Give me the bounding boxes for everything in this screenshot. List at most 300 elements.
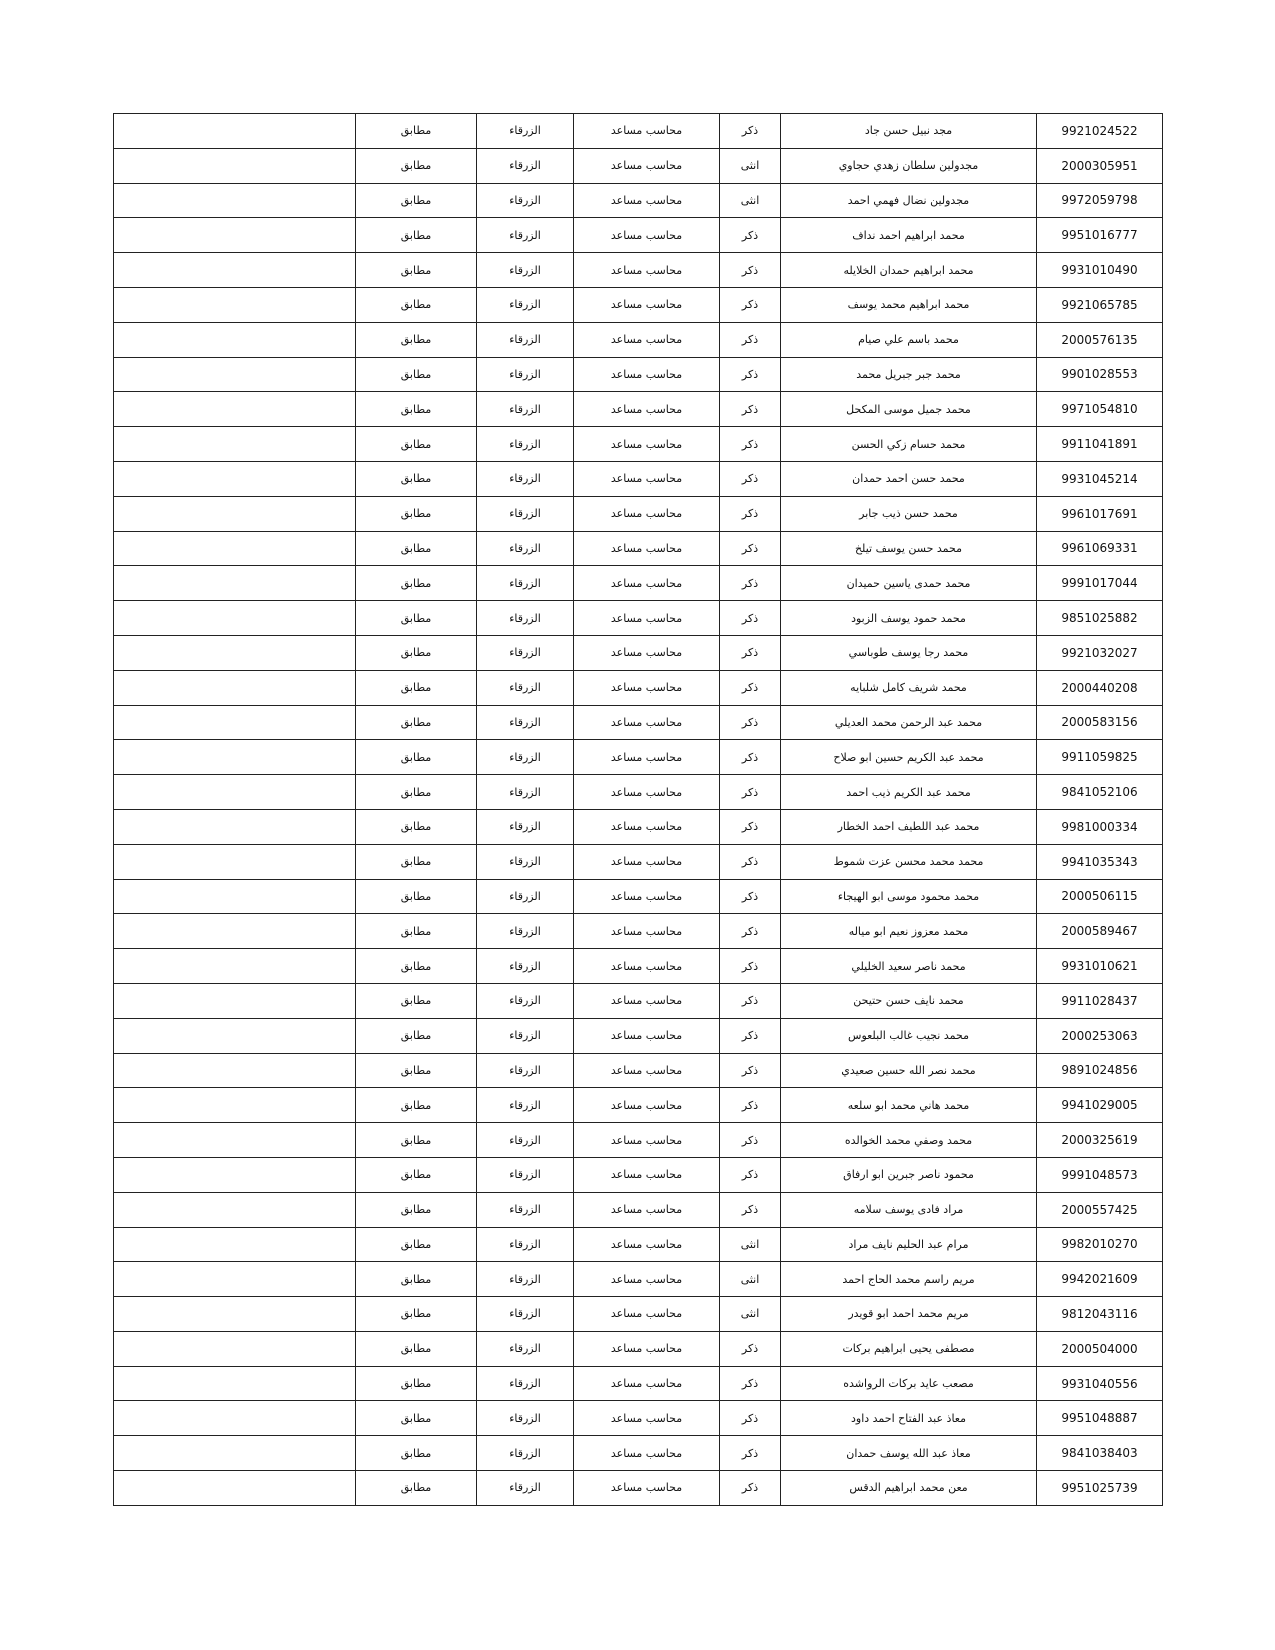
national-id-cell: 9971054810 <box>1037 392 1163 427</box>
notes-cell <box>114 496 356 531</box>
table-row <box>114 148 1163 183</box>
city-cell: الزرقاء <box>477 1366 574 1401</box>
gender-cell: ذكر <box>720 1053 781 1088</box>
notes-cell <box>114 844 356 879</box>
name-cell: محمد حمدى ياسين حميدان <box>781 566 1037 601</box>
job-cell: محاسب مساعد <box>574 1018 720 1053</box>
job-cell: محاسب مساعد <box>574 183 720 218</box>
gender-cell: ذكر <box>720 218 781 253</box>
status-cell: مطابق <box>356 809 477 844</box>
status-cell: مطابق <box>356 287 477 322</box>
table-row <box>114 949 1163 984</box>
job-cell: محاسب مساعد <box>574 879 720 914</box>
job-cell: محاسب مساعد <box>574 635 720 670</box>
job-cell: محاسب مساعد <box>574 461 720 496</box>
job-cell: محاسب مساعد <box>574 253 720 288</box>
name-cell: محمد حسن ذيب جابر <box>781 496 1037 531</box>
name-cell: محمد جميل موسى المكحل <box>781 392 1037 427</box>
national-id-cell: 2000504000 <box>1037 1331 1163 1366</box>
gender-cell: ذكر <box>720 1157 781 1192</box>
city-cell: الزرقاء <box>477 1297 574 1332</box>
city-cell: الزرقاء <box>477 879 574 914</box>
national-id-cell: 9942021609 <box>1037 1262 1163 1297</box>
job-cell: محاسب مساعد <box>574 357 720 392</box>
city-cell: الزرقاء <box>477 670 574 705</box>
notes-cell <box>114 461 356 496</box>
name-cell: محمد جبر جبريل محمد <box>781 357 1037 392</box>
gender-cell: ذكر <box>720 427 781 462</box>
records-body <box>114 114 1163 1506</box>
national-id-cell: 9981000334 <box>1037 809 1163 844</box>
gender-cell: ذكر <box>720 287 781 322</box>
notes-cell <box>114 1366 356 1401</box>
status-cell: مطابق <box>356 1471 477 1506</box>
national-id-cell: 9911028437 <box>1037 983 1163 1018</box>
job-cell: محاسب مساعد <box>574 1123 720 1158</box>
national-id-cell: 9931045214 <box>1037 461 1163 496</box>
status-cell: مطابق <box>356 1297 477 1332</box>
national-id-cell: 9961017691 <box>1037 496 1163 531</box>
table-row <box>114 1157 1163 1192</box>
status-cell: مطابق <box>356 949 477 984</box>
city-cell: الزرقاء <box>477 914 574 949</box>
national-id-cell: 2000506115 <box>1037 879 1163 914</box>
records-table <box>113 113 1163 1506</box>
status-cell: مطابق <box>356 775 477 810</box>
table-row <box>114 1297 1163 1332</box>
job-cell: محاسب مساعد <box>574 392 720 427</box>
notes-cell <box>114 775 356 810</box>
table-row <box>114 844 1163 879</box>
city-cell: الزرقاء <box>477 357 574 392</box>
notes-cell <box>114 635 356 670</box>
job-cell: محاسب مساعد <box>574 566 720 601</box>
name-cell: محمد محمود موسى ابو الهيجاء <box>781 879 1037 914</box>
name-cell: مجدولين سلطان زهدي حجاوي <box>781 148 1037 183</box>
status-cell: مطابق <box>356 1331 477 1366</box>
national-id-cell: 9951048887 <box>1037 1401 1163 1436</box>
notes-cell <box>114 809 356 844</box>
table-row <box>114 287 1163 322</box>
notes-cell <box>114 1401 356 1436</box>
gender-cell: ذكر <box>720 635 781 670</box>
name-cell: محمد محمد محسن عزت شموط <box>781 844 1037 879</box>
name-cell: محمد ابراهيم حمدان الخلايله <box>781 253 1037 288</box>
national-id-cell: 2000440208 <box>1037 670 1163 705</box>
city-cell: الزرقاء <box>477 775 574 810</box>
national-id-cell: 2000576135 <box>1037 322 1163 357</box>
national-id-cell: 2000305951 <box>1037 148 1163 183</box>
city-cell: الزرقاء <box>477 1331 574 1366</box>
name-cell: محمد عبد اللطيف احمد الخطار <box>781 809 1037 844</box>
name-cell: مريم محمد احمد ابو قويدر <box>781 1297 1037 1332</box>
job-cell: محاسب مساعد <box>574 531 720 566</box>
national-id-cell: 9911041891 <box>1037 427 1163 462</box>
table-row <box>114 705 1163 740</box>
notes-cell <box>114 705 356 740</box>
gender-cell: ذكر <box>720 914 781 949</box>
status-cell: مطابق <box>356 531 477 566</box>
gender-cell: ذكر <box>720 392 781 427</box>
gender-cell: ذكر <box>720 740 781 775</box>
table-row <box>114 914 1163 949</box>
city-cell: الزرقاء <box>477 983 574 1018</box>
name-cell: محمد عبد الكريم حسين ابو صلاح <box>781 740 1037 775</box>
table-row <box>114 670 1163 705</box>
status-cell: مطابق <box>356 1018 477 1053</box>
city-cell: الزرقاء <box>477 183 574 218</box>
city-cell: الزرقاء <box>477 1018 574 1053</box>
name-cell: محمد عبد الرحمن محمد العديلي <box>781 705 1037 740</box>
table-row <box>114 809 1163 844</box>
city-cell: الزرقاء <box>477 740 574 775</box>
job-cell: محاسب مساعد <box>574 114 720 149</box>
notes-cell <box>114 1331 356 1366</box>
city-cell: الزرقاء <box>477 844 574 879</box>
status-cell: مطابق <box>356 705 477 740</box>
gender-cell: ذكر <box>720 1331 781 1366</box>
name-cell: مرام عبد الحليم نايف مراد <box>781 1227 1037 1262</box>
national-id-cell: 9961069331 <box>1037 531 1163 566</box>
status-cell: مطابق <box>356 496 477 531</box>
notes-cell <box>114 914 356 949</box>
notes-cell <box>114 1053 356 1088</box>
status-cell: مطابق <box>356 392 477 427</box>
name-cell: معن محمد ابراهيم الدقس <box>781 1471 1037 1506</box>
notes-cell <box>114 183 356 218</box>
job-cell: محاسب مساعد <box>574 287 720 322</box>
name-cell: محمود ناصر جبرين ابو ارفاق <box>781 1157 1037 1192</box>
national-id-cell: 9901028553 <box>1037 357 1163 392</box>
status-cell: مطابق <box>356 427 477 462</box>
name-cell: محمد ابراهيم احمد نداف <box>781 218 1037 253</box>
gender-cell: ذكر <box>720 357 781 392</box>
name-cell: مصعب عايد بركات الرواشده <box>781 1366 1037 1401</box>
table-row <box>114 427 1163 462</box>
gender-cell: انثى <box>720 1297 781 1332</box>
table-row <box>114 1018 1163 1053</box>
city-cell: الزرقاء <box>477 114 574 149</box>
gender-cell: انثى <box>720 148 781 183</box>
job-cell: محاسب مساعد <box>574 1192 720 1227</box>
notes-cell <box>114 1227 356 1262</box>
national-id-cell: 9891024856 <box>1037 1053 1163 1088</box>
job-cell: محاسب مساعد <box>574 983 720 1018</box>
national-id-cell: 9851025882 <box>1037 601 1163 636</box>
table-row <box>114 183 1163 218</box>
city-cell: الزرقاء <box>477 531 574 566</box>
table-row <box>114 392 1163 427</box>
job-cell: محاسب مساعد <box>574 427 720 462</box>
name-cell: محمد هاني محمد ابو سلعه <box>781 1088 1037 1123</box>
gender-cell: ذكر <box>720 1123 781 1158</box>
gender-cell: ذكر <box>720 705 781 740</box>
notes-cell <box>114 357 356 392</box>
job-cell: محاسب مساعد <box>574 496 720 531</box>
gender-cell: ذكر <box>720 1401 781 1436</box>
table-row <box>114 566 1163 601</box>
gender-cell: ذكر <box>720 1192 781 1227</box>
national-id-cell: 9812043116 <box>1037 1297 1163 1332</box>
gender-cell: ذكر <box>720 461 781 496</box>
notes-cell <box>114 1088 356 1123</box>
status-cell: مطابق <box>356 322 477 357</box>
city-cell: الزرقاء <box>477 635 574 670</box>
table-row <box>114 1366 1163 1401</box>
name-cell: محمد حسام زكي الحسن <box>781 427 1037 462</box>
national-id-cell: 2000589467 <box>1037 914 1163 949</box>
table-row <box>114 1262 1163 1297</box>
job-cell: محاسب مساعد <box>574 740 720 775</box>
notes-cell <box>114 531 356 566</box>
job-cell: محاسب مساعد <box>574 1471 720 1506</box>
city-cell: الزرقاء <box>477 949 574 984</box>
status-cell: مطابق <box>356 1192 477 1227</box>
status-cell: مطابق <box>356 183 477 218</box>
national-id-cell: 9991048573 <box>1037 1157 1163 1192</box>
notes-cell <box>114 601 356 636</box>
name-cell: محمد نجيب غالب البلعوس <box>781 1018 1037 1053</box>
national-id-cell: 9951016777 <box>1037 218 1163 253</box>
status-cell: مطابق <box>356 844 477 879</box>
table-row <box>114 114 1163 149</box>
status-cell: مطابق <box>356 357 477 392</box>
job-cell: محاسب مساعد <box>574 1157 720 1192</box>
city-cell: الزرقاء <box>477 1262 574 1297</box>
job-cell: محاسب مساعد <box>574 844 720 879</box>
national-id-cell: 2000253063 <box>1037 1018 1163 1053</box>
national-id-cell: 9982010270 <box>1037 1227 1163 1262</box>
city-cell: الزرقاء <box>477 496 574 531</box>
notes-cell <box>114 1436 356 1471</box>
name-cell: معاذ عبد الفتاح احمد داود <box>781 1401 1037 1436</box>
notes-cell <box>114 1018 356 1053</box>
job-cell: محاسب مساعد <box>574 218 720 253</box>
job-cell: محاسب مساعد <box>574 1401 720 1436</box>
table-row <box>114 983 1163 1018</box>
name-cell: محمد معزوز نعيم ابو مياله <box>781 914 1037 949</box>
name-cell: مراد فادى يوسف سلامه <box>781 1192 1037 1227</box>
notes-cell <box>114 1262 356 1297</box>
notes-cell <box>114 983 356 1018</box>
job-cell: محاسب مساعد <box>574 949 720 984</box>
table-row <box>114 1331 1163 1366</box>
city-cell: الزرقاء <box>477 427 574 462</box>
status-cell: مطابق <box>356 1157 477 1192</box>
city-cell: الزرقاء <box>477 461 574 496</box>
city-cell: الزرقاء <box>477 1192 574 1227</box>
name-cell: مجد نبيل حسن جاد <box>781 114 1037 149</box>
national-id-cell: 9991017044 <box>1037 566 1163 601</box>
national-id-cell: 9841052106 <box>1037 775 1163 810</box>
notes-cell <box>114 253 356 288</box>
city-cell: الزرقاء <box>477 1157 574 1192</box>
table-row <box>114 1401 1163 1436</box>
status-cell: مطابق <box>356 461 477 496</box>
city-cell: الزرقاء <box>477 1088 574 1123</box>
city-cell: الزرقاء <box>477 287 574 322</box>
notes-cell <box>114 392 356 427</box>
status-cell: مطابق <box>356 218 477 253</box>
job-cell: محاسب مساعد <box>574 1366 720 1401</box>
name-cell: محمد وصفي محمد الخوالده <box>781 1123 1037 1158</box>
gender-cell: ذكر <box>720 670 781 705</box>
city-cell: الزرقاء <box>477 1401 574 1436</box>
gender-cell: ذكر <box>720 983 781 1018</box>
notes-cell <box>114 1192 356 1227</box>
gender-cell: ذكر <box>720 1018 781 1053</box>
national-id-cell: 9921065785 <box>1037 287 1163 322</box>
table-row <box>114 1192 1163 1227</box>
table-row <box>114 253 1163 288</box>
city-cell: الزرقاء <box>477 705 574 740</box>
national-id-cell: 9921024522 <box>1037 114 1163 149</box>
status-cell: مطابق <box>356 1401 477 1436</box>
gender-cell: انثى <box>720 183 781 218</box>
status-cell: مطابق <box>356 635 477 670</box>
table-row <box>114 1123 1163 1158</box>
name-cell: محمد ناصر سعيد الخليلي <box>781 949 1037 984</box>
status-cell: مطابق <box>356 914 477 949</box>
gender-cell: ذكر <box>720 322 781 357</box>
job-cell: محاسب مساعد <box>574 1262 720 1297</box>
national-id-cell: 9931010621 <box>1037 949 1163 984</box>
notes-cell <box>114 879 356 914</box>
national-id-cell: 9941029005 <box>1037 1088 1163 1123</box>
notes-cell <box>114 1297 356 1332</box>
gender-cell: ذكر <box>720 1436 781 1471</box>
table-row <box>114 601 1163 636</box>
national-id-cell: 9941035343 <box>1037 844 1163 879</box>
status-cell: مطابق <box>356 983 477 1018</box>
city-cell: الزرقاء <box>477 1436 574 1471</box>
job-cell: محاسب مساعد <box>574 148 720 183</box>
gender-cell: ذكر <box>720 114 781 149</box>
table-row <box>114 461 1163 496</box>
gender-cell: ذكر <box>720 1366 781 1401</box>
name-cell: محمد شريف كامل شلبايه <box>781 670 1037 705</box>
city-cell: الزرقاء <box>477 148 574 183</box>
name-cell: محمد حمود يوسف الزبود <box>781 601 1037 636</box>
gender-cell: ذكر <box>720 879 781 914</box>
name-cell: مجدولين نضال فهمي احمد <box>781 183 1037 218</box>
gender-cell: انثى <box>720 1262 781 1297</box>
job-cell: محاسب مساعد <box>574 914 720 949</box>
city-cell: الزرقاء <box>477 322 574 357</box>
city-cell: الزرقاء <box>477 253 574 288</box>
notes-cell <box>114 1471 356 1506</box>
national-id-cell: 2000583156 <box>1037 705 1163 740</box>
table-row <box>114 1227 1163 1262</box>
gender-cell: ذكر <box>720 1088 781 1123</box>
status-cell: مطابق <box>356 566 477 601</box>
city-cell: الزرقاء <box>477 1123 574 1158</box>
national-id-cell: 2000557425 <box>1037 1192 1163 1227</box>
table-row <box>114 879 1163 914</box>
national-id-cell: 9921032027 <box>1037 635 1163 670</box>
name-cell: محمد حسن احمد حمدان <box>781 461 1037 496</box>
notes-cell <box>114 148 356 183</box>
table-row <box>114 775 1163 810</box>
status-cell: مطابق <box>356 1053 477 1088</box>
gender-cell: ذكر <box>720 531 781 566</box>
table-row <box>114 1436 1163 1471</box>
status-cell: مطابق <box>356 1123 477 1158</box>
name-cell: محمد نصر الله حسين صعيدي <box>781 1053 1037 1088</box>
notes-cell <box>114 949 356 984</box>
city-cell: الزرقاء <box>477 218 574 253</box>
status-cell: مطابق <box>356 670 477 705</box>
city-cell: الزرقاء <box>477 1053 574 1088</box>
city-cell: الزرقاء <box>477 392 574 427</box>
notes-cell <box>114 1157 356 1192</box>
notes-cell <box>114 114 356 149</box>
notes-cell <box>114 566 356 601</box>
gender-cell: ذكر <box>720 809 781 844</box>
name-cell: مصطفى يحيى ابراهيم بركات <box>781 1331 1037 1366</box>
notes-cell <box>114 740 356 775</box>
name-cell: محمد حسن يوسف تيلخ <box>781 531 1037 566</box>
status-cell: مطابق <box>356 1088 477 1123</box>
gender-cell: ذكر <box>720 1471 781 1506</box>
name-cell: محمد ابراهيم محمد يوسف <box>781 287 1037 322</box>
status-cell: مطابق <box>356 1436 477 1471</box>
national-id-cell: 9931040556 <box>1037 1366 1163 1401</box>
gender-cell: ذكر <box>720 601 781 636</box>
status-cell: مطابق <box>356 1262 477 1297</box>
job-cell: محاسب مساعد <box>574 705 720 740</box>
national-id-cell: 9911059825 <box>1037 740 1163 775</box>
job-cell: محاسب مساعد <box>574 809 720 844</box>
name-cell: محمد عبد الكريم ذيب احمد <box>781 775 1037 810</box>
job-cell: محاسب مساعد <box>574 322 720 357</box>
national-id-cell: 2000325619 <box>1037 1123 1163 1158</box>
job-cell: محاسب مساعد <box>574 670 720 705</box>
status-cell: مطابق <box>356 114 477 149</box>
status-cell: مطابق <box>356 1366 477 1401</box>
gender-cell: ذكر <box>720 253 781 288</box>
job-cell: محاسب مساعد <box>574 1436 720 1471</box>
name-cell: محمد نايف حسن حتيحن <box>781 983 1037 1018</box>
table-row <box>114 1088 1163 1123</box>
job-cell: محاسب مساعد <box>574 1331 720 1366</box>
status-cell: مطابق <box>356 148 477 183</box>
table-row <box>114 740 1163 775</box>
table-row <box>114 1471 1163 1506</box>
notes-cell <box>114 427 356 462</box>
notes-cell <box>114 670 356 705</box>
city-cell: الزرقاء <box>477 566 574 601</box>
status-cell: مطابق <box>356 879 477 914</box>
status-cell: مطابق <box>356 1227 477 1262</box>
gender-cell: ذكر <box>720 566 781 601</box>
city-cell: الزرقاء <box>477 809 574 844</box>
table-row <box>114 322 1163 357</box>
national-id-cell: 9951025739 <box>1037 1471 1163 1506</box>
job-cell: محاسب مساعد <box>574 1053 720 1088</box>
table-row <box>114 1053 1163 1088</box>
gender-cell: ذكر <box>720 775 781 810</box>
table-row <box>114 218 1163 253</box>
table-row <box>114 635 1163 670</box>
status-cell: مطابق <box>356 253 477 288</box>
notes-cell <box>114 322 356 357</box>
national-id-cell: 9972059798 <box>1037 183 1163 218</box>
job-cell: محاسب مساعد <box>574 1297 720 1332</box>
job-cell: محاسب مساعد <box>574 601 720 636</box>
status-cell: مطابق <box>356 601 477 636</box>
gender-cell: ذكر <box>720 949 781 984</box>
